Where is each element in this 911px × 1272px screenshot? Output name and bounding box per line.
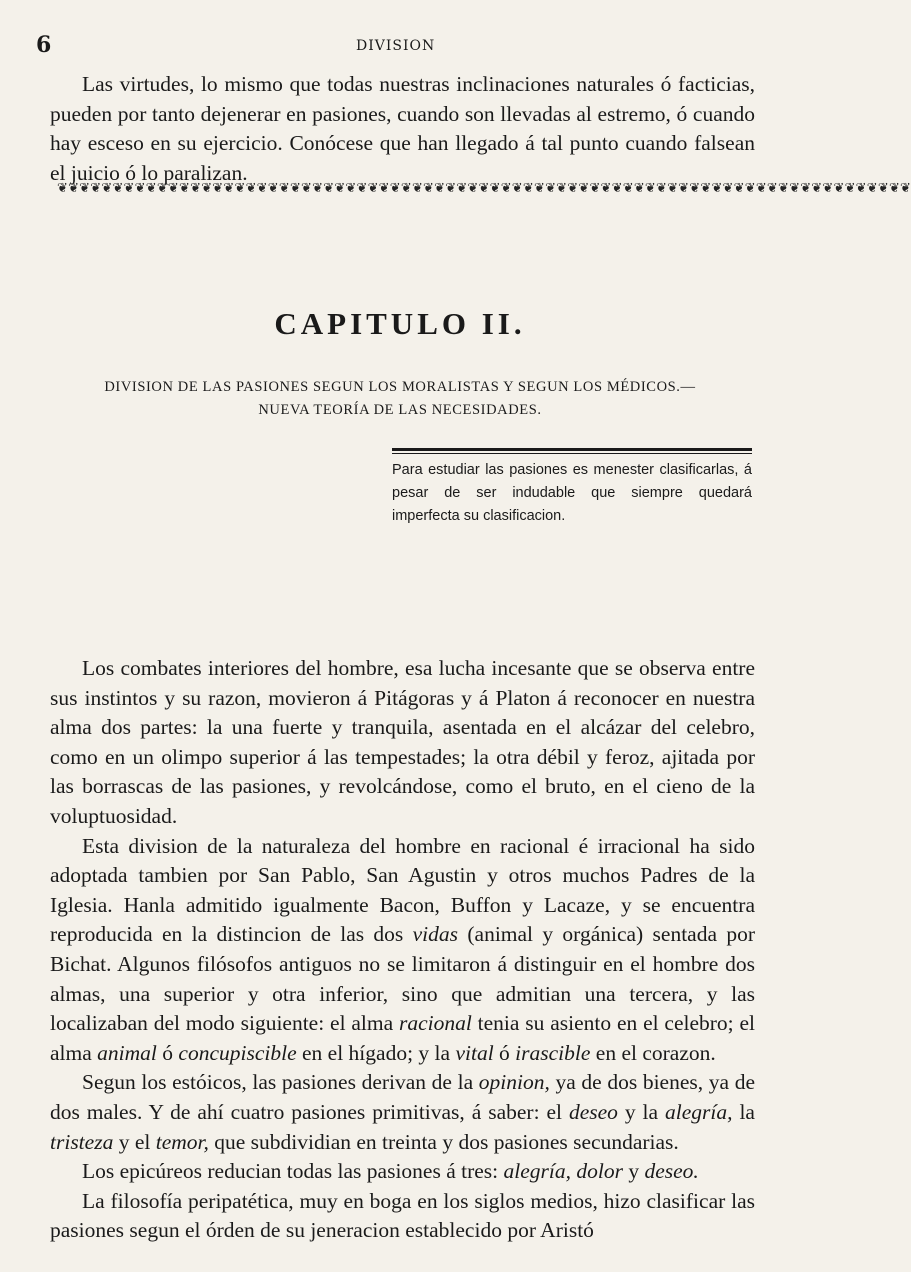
top-paragraph-block [50, 70, 755, 188]
p2-text-a: Esta division de la naturaleza del hombre en racional é irracional ha sido adoptada tambien por San Pablo, San Agustin y otros muchos Padres de la Iglesia. Hanla admitido igualmente Bacon, Buffon y Lacaze, y se encuentra reproducida en la distincion de las dos [50, 833, 755, 947]
p3-italic-temor: temor, [155, 1129, 209, 1154]
p4-text-b: y [622, 1159, 645, 1184]
epigraph-rule-thick [392, 448, 752, 451]
paragraph-4 [50, 1157, 755, 1187]
p3-text-c: y la [617, 1099, 666, 1124]
p3-italic-opinion: opinion, [478, 1070, 550, 1095]
p4-text-a: Los epicúreos reducian todas las pasiones á tres: [82, 1159, 504, 1184]
p2-text-f: ó [493, 1040, 516, 1065]
paragraph-3 [50, 1068, 755, 1157]
p2-italic-concupiscible: concupiscible [178, 1040, 297, 1065]
chapter-subtitle-line1: DIVISION DE LAS PASIONES SEGUN LOS MORALISTAS Y SEGUN LOS MÉDICOS.— [104, 379, 696, 395]
p3-text-a: Segun los estóicos, las pasiones derivan de la [82, 1070, 479, 1095]
running-title: DIVISION [356, 38, 436, 54]
chapter-subtitle-line2: NUEVA TEORÍA DE LAS NECESIDADES. [258, 402, 542, 418]
p4-italic-deseo: deseo. [644, 1159, 699, 1184]
p2-italic-vital: vital [455, 1040, 494, 1065]
top-paragraph: Las virtudes, lo mismo que todas nuestras inclinaciones naturales ó facticias, pueden por tanto dejenerar en pasiones, cuando son llevadas al estremo, ó cuando hay esceso en su ejercicio. Conócese que han llegado á tal punto cuando falsean el juicio ó lo paralizan. [50, 72, 755, 185]
paragraph-2 [50, 832, 755, 1069]
p2-text-g: en el corazon. [590, 1040, 716, 1065]
epigraph-rule-thin [392, 453, 752, 454]
p2-italic-animal: animal [97, 1040, 157, 1065]
ornament-divider: ❦❦❦❦❦❦❦❦❦❦❦❦❦❦❦❦❦❦❦❦❦❦❦❦❦❦❦❦❦❦❦❦❦❦❦❦❦❦❦❦❦❦❦❦❦❦❦❦❦❦❦❦❦❦❦❦❦❦❦❦❦❦❦❦❦❦❦❦❦❦❦❦❦❦❦❦❦ [57, 181, 911, 196]
p3-italic-deseo: deseo [568, 1099, 618, 1124]
chapter-subtitle [50, 376, 750, 422]
p3-text-e: y el [113, 1129, 156, 1154]
p3-text-f: que subdividian en treinta y dos pasiones secundarias. [208, 1129, 679, 1154]
epigraph: Para estudiar las pasiones es menester clasificarlas, á pesar de ser indudable que siempre quedará imperfecta su clasificacion. [392, 462, 752, 524]
p4-italic-alegria-dolor: alegría, dolor [503, 1159, 623, 1184]
paragraph-1: Los combates interiores del hombre, esa lucha incesante que se observa entre sus instintos y su razon, movieron á Pitágoras y á Platon á reconocer en nuestra alma dos partes: la una fuerte y tranquila, asentada en el alcázar del celebro, como en un olimpo superior á las tempestades; la otra débil y feroz, ajitada por las borrascas de las pasiones, y revolcándose, como el bruto, en el cieno de la voluptuosidad. [50, 656, 755, 828]
p2-italic-racional: racional [398, 1011, 472, 1036]
paragraph-5: La filosofía peripatética, muy en boga en los siglos medios, hizo clasificar las pasiones segun el órden de su jeneracion establecido por Aristó [50, 1188, 755, 1243]
chapter-title: CAPITULO II. [274, 306, 526, 341]
p3-italic-tristeza: tristeza [50, 1129, 114, 1154]
p2-italic-irascible: irascible [515, 1040, 591, 1065]
chapter-body [50, 654, 755, 1246]
p3-text-b: ya de dos bienes, ya de dos males. Y de ahí cuatro pasiones primitivas, á saber: el [50, 1070, 755, 1124]
page-number: 6 [36, 32, 52, 58]
p2-text-d: ó [156, 1040, 179, 1065]
p2-text-e: en el hígado; y la [296, 1040, 456, 1065]
p3-italic-alegria: alegría, [665, 1099, 733, 1124]
p2-text-c: tenia su asiento en el celebro; el alma [50, 1011, 755, 1065]
p3-text-d: la [732, 1099, 755, 1124]
p2-italic-vidas: vidas [412, 922, 459, 947]
running-head [0, 30, 800, 60]
p2-text-b: (animal y orgánica) sentada por Bichat. Algunos filósofos antiguos no se limitaron á distinguir en el hombre dos almas, una superior y otra inferior, sino que admitian una tercera, y las localizaban del modo siguiente: el alma [50, 922, 756, 1036]
